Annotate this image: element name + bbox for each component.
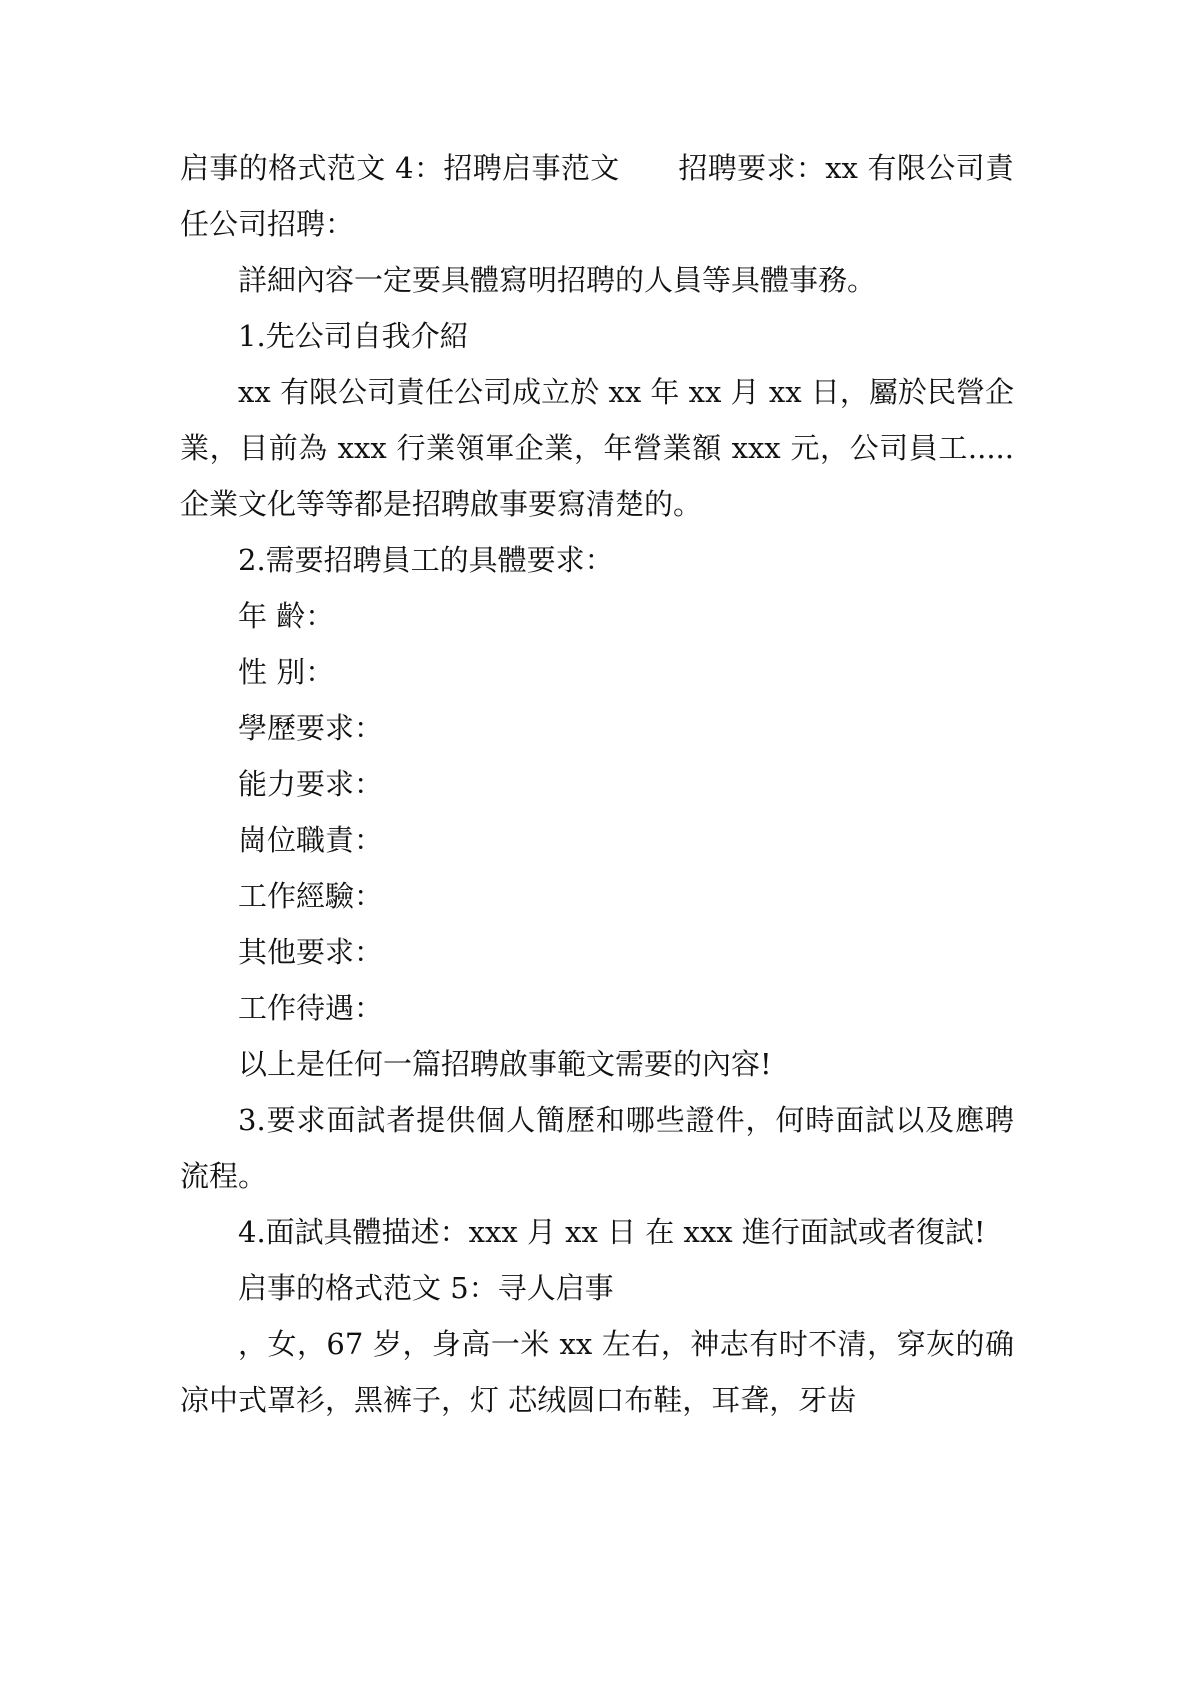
paragraph: 3.要求面試者提供個人簡歷和哪些證件，何時面試以及應聘流程。 xyxy=(180,1103,1014,1193)
paragraph: 启事的格式范文 4：招聘启事范文 招聘要求：xx 有限公司責任公司招聘： xyxy=(180,151,1014,241)
paragraph: 學歷要求： xyxy=(238,711,384,745)
paragraph: 1.先公司自我介紹 xyxy=(238,319,469,353)
paragraph: 启事的格式范文 5：寻人启事 xyxy=(238,1271,614,1305)
paragraph: 性 別： xyxy=(238,655,335,689)
document-page xyxy=(180,140,1014,1428)
paragraph: 以上是任何一篇招聘啟事範文需要的內容! xyxy=(238,1047,772,1081)
paragraph: 2.需要招聘員工的具體要求： xyxy=(238,543,614,577)
paragraph: 4.面試具體描述：xxx 月 xx 日 在 xxx 進行面試或者復試! xyxy=(238,1215,986,1249)
paragraph: 詳細內容一定要具體寫明招聘的人員等具體事務。 xyxy=(238,263,877,297)
paragraph: 其他要求： xyxy=(238,935,384,969)
paragraph: xx 有限公司責任公司成立於 xx 年 xx 月 xx 日，屬於民營企業，目前為 xxx 行業領軍企業，年營業額 xxx 元，公司員工.....企業文化等等都是招聘啟事要寫清楚的。 xyxy=(180,375,1014,521)
paragraph: 工作待遇： xyxy=(238,991,384,1025)
paragraph: ，女，67 岁，身高一米 xx 左右，神志有时不清，穿灰的确凉中式罩衫，黑裤子，灯 芯绒圆口布鞋，耳聋，牙齿 xyxy=(180,1327,1014,1417)
paragraph: 崗位職責： xyxy=(238,823,384,857)
paragraph: 能力要求： xyxy=(238,767,384,801)
paragraph: 年 齡： xyxy=(238,599,335,633)
paragraph: 工作經驗： xyxy=(238,879,384,913)
